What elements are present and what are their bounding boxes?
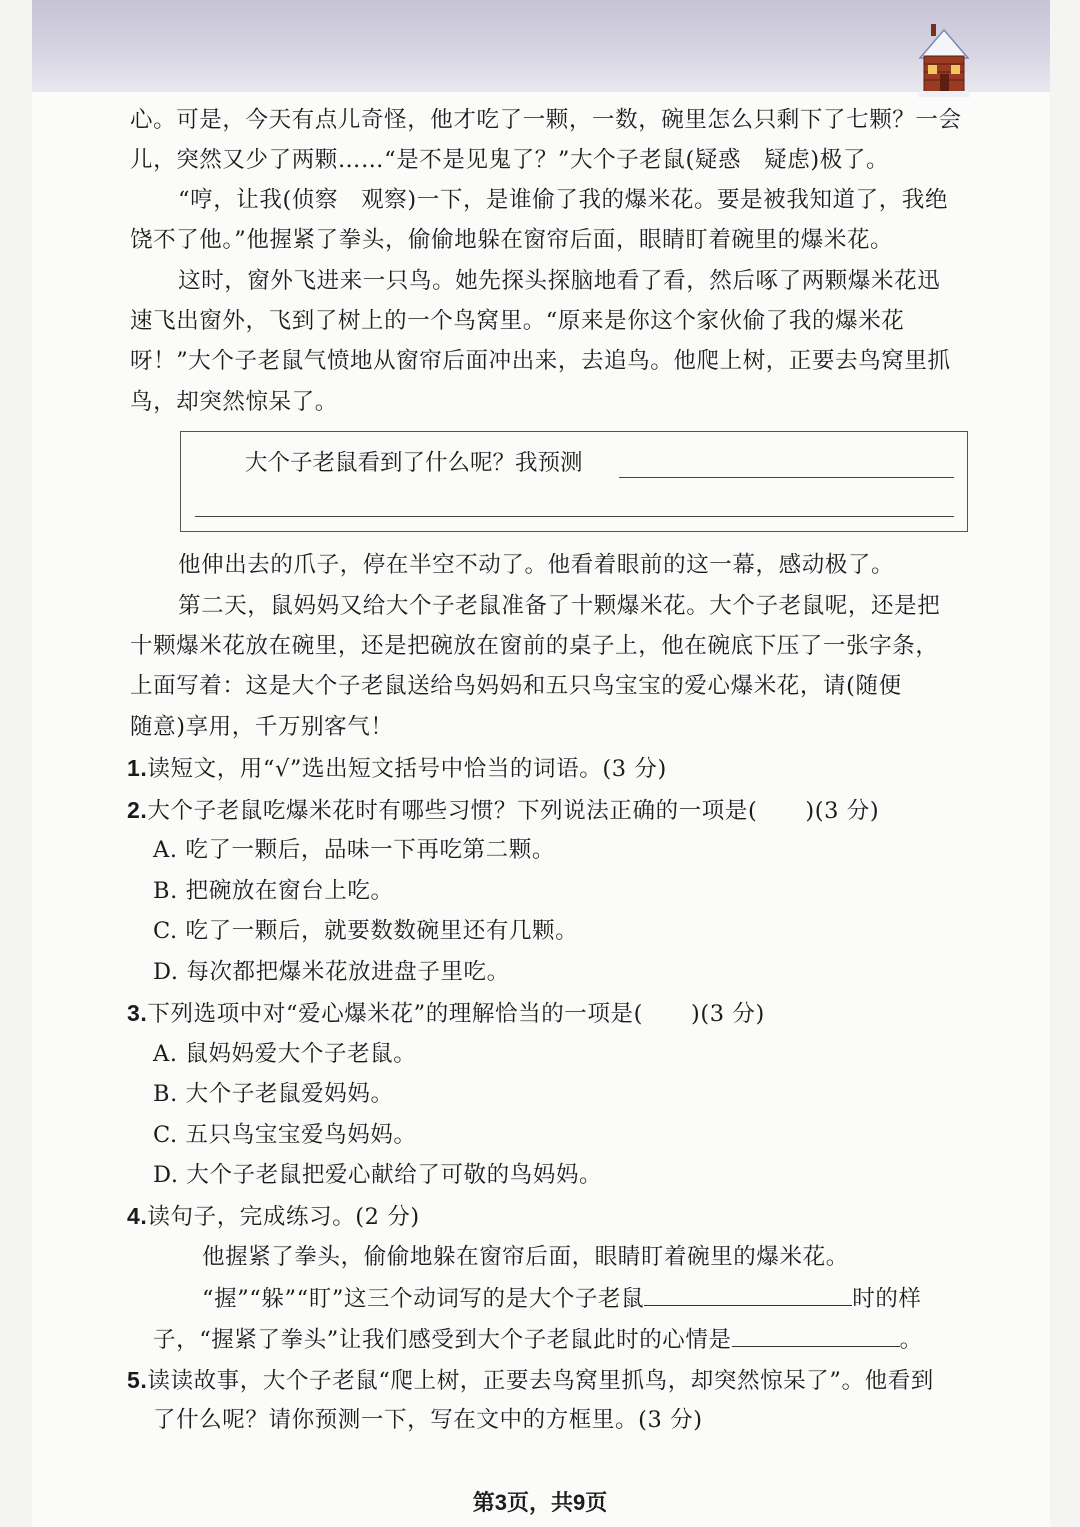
passage-line: 十颗爆米花放在碗里，还是把碗放在窗前的桌子上，他在碗底下压了一张字条， [130, 633, 939, 659]
question-text: 大个子老鼠吃爆米花时有哪些习惯？下列说法正确的一项是( [147, 798, 758, 824]
question-3 [127, 998, 765, 1029]
option-c: C. 五只鸟宝宝爱鸟妈妈。 [153, 1122, 417, 1148]
fill-in-line-2 [153, 1324, 923, 1355]
passage-line: 第二天，鼠妈妈又给大个子老鼠准备了十颗爆米花。大个子老鼠呢，还是把 [178, 593, 941, 619]
passage-line: 鸟，却突然惊呆了。 [130, 389, 338, 415]
quoted-sentence: 他握紧了拳头，偷偷地躲在窗帘后面，眼睛盯着碗里的爆米花。 [202, 1244, 849, 1270]
prediction-answer-line[interactable] [619, 477, 954, 478]
passage-line: 他伸出去的爪子，停在半空不动了。他看着眼前的这一幕，感动极了。 [178, 552, 895, 578]
passage-line: 饶不了他。”他握紧了拳头，偷偷地躲在窗帘后面，眼睛盯着碗里的爆米花。 [130, 227, 894, 253]
fill-in-line-1 [202, 1283, 922, 1314]
question-5 [127, 1365, 934, 1396]
passage-line: 速飞出窗外，飞到了树上的一个鸟窝里。“原来是你这个家伙偷了我的爆米花 [130, 308, 905, 334]
option-a: A. 吃了一颗后，品味一下再吃第二颗。 [153, 837, 555, 863]
question-text: 读短文，用“√”选出短文括号中恰当的词语。(3 分) [147, 756, 667, 782]
prediction-answer-line[interactable] [195, 516, 954, 517]
answer-blank[interactable] [732, 1324, 900, 1347]
question-score: )(3 分) [805, 798, 880, 824]
answer-blank[interactable] [644, 1283, 852, 1306]
passage-line: 呀！”大个子老鼠气愤地从窗帘后面冲出来，去追鸟。他爬上树，正要去鸟窝里抓 [130, 348, 951, 374]
prediction-box[interactable] [180, 431, 968, 532]
question-score: )(3 分) [690, 1001, 765, 1027]
passage-line: 上面写着：这是大个子老鼠送给鸟妈妈和五只鸟宝宝的爱心爆米花，请(随便 [130, 673, 902, 699]
option-b: B. 大个子老鼠爱妈妈。 [153, 1081, 394, 1107]
passage-line: 儿，突然又少了两颗……“是不是见鬼了？”大个子老鼠(疑惑 疑虑)极了。 [130, 147, 890, 173]
question-text: 下列选项中对“爱心爆米花”的理解恰当的一项是( [147, 1001, 643, 1027]
option-c: C. 吃了一颗后，就要数数碗里还有几颗。 [153, 918, 579, 944]
option-b: B. 把碗放在窗台上吃。 [153, 878, 394, 904]
question-1 [127, 753, 667, 784]
question-text: 了什么呢？请你预测一下，写在文中的方框里。(3 分) [153, 1407, 703, 1433]
question-number: 1. [127, 755, 148, 781]
question-number: 4. [127, 1203, 148, 1229]
fill-in-text: 子，“握紧了拳头”让我们感受到大个子老鼠此时的心情是 [153, 1327, 732, 1353]
header-band [32, 0, 1050, 92]
passage-line: 心。可是，今天有点儿奇怪，他才吃了一颗，一数，碗里怎么只剩下了七颗？一会 [130, 107, 962, 133]
question-text: 读句子，完成练习。(2 分) [147, 1204, 420, 1230]
fill-in-text: 时的样 [852, 1286, 922, 1312]
passage-line: “哼，让我(侦察 观察)一下，是谁偷了我的爆米花。要是被我知道了，我绝 [178, 187, 949, 213]
passage-line: 随意)享用，千万别客气！ [130, 714, 394, 740]
question-4 [127, 1201, 420, 1232]
fill-in-text: 。 [899, 1327, 923, 1353]
question-text: 读读故事，大个子老鼠“爬上树，正要去鸟窝里抓鸟，却突然惊呆了”。他看到 [147, 1368, 934, 1394]
option-d: D. 每次都把爆米花放进盘子里吃。 [153, 959, 510, 985]
question-number: 2. [127, 797, 148, 823]
question-2 [127, 795, 879, 826]
option-a: A. 鼠妈妈爱大个子老鼠。 [153, 1041, 417, 1067]
passage-line: 这时，窗外飞进来一只鸟。她先探头探脑地看了看，然后啄了两颗爆米花迅 [178, 268, 941, 294]
page-number: 第3页，共9页 [472, 1490, 608, 1515]
question-number: 3. [127, 1000, 148, 1026]
option-d: D. 大个子老鼠把爱心献给了可敬的鸟妈妈。 [153, 1162, 603, 1188]
prediction-prompt: 大个子老鼠看到了什么呢？我预测 [245, 450, 583, 476]
cabin-icon [918, 18, 970, 98]
question-number: 5. [127, 1367, 148, 1393]
fill-in-text: “握”“躲”“盯”这三个动词写的是大个子老鼠 [202, 1286, 645, 1312]
